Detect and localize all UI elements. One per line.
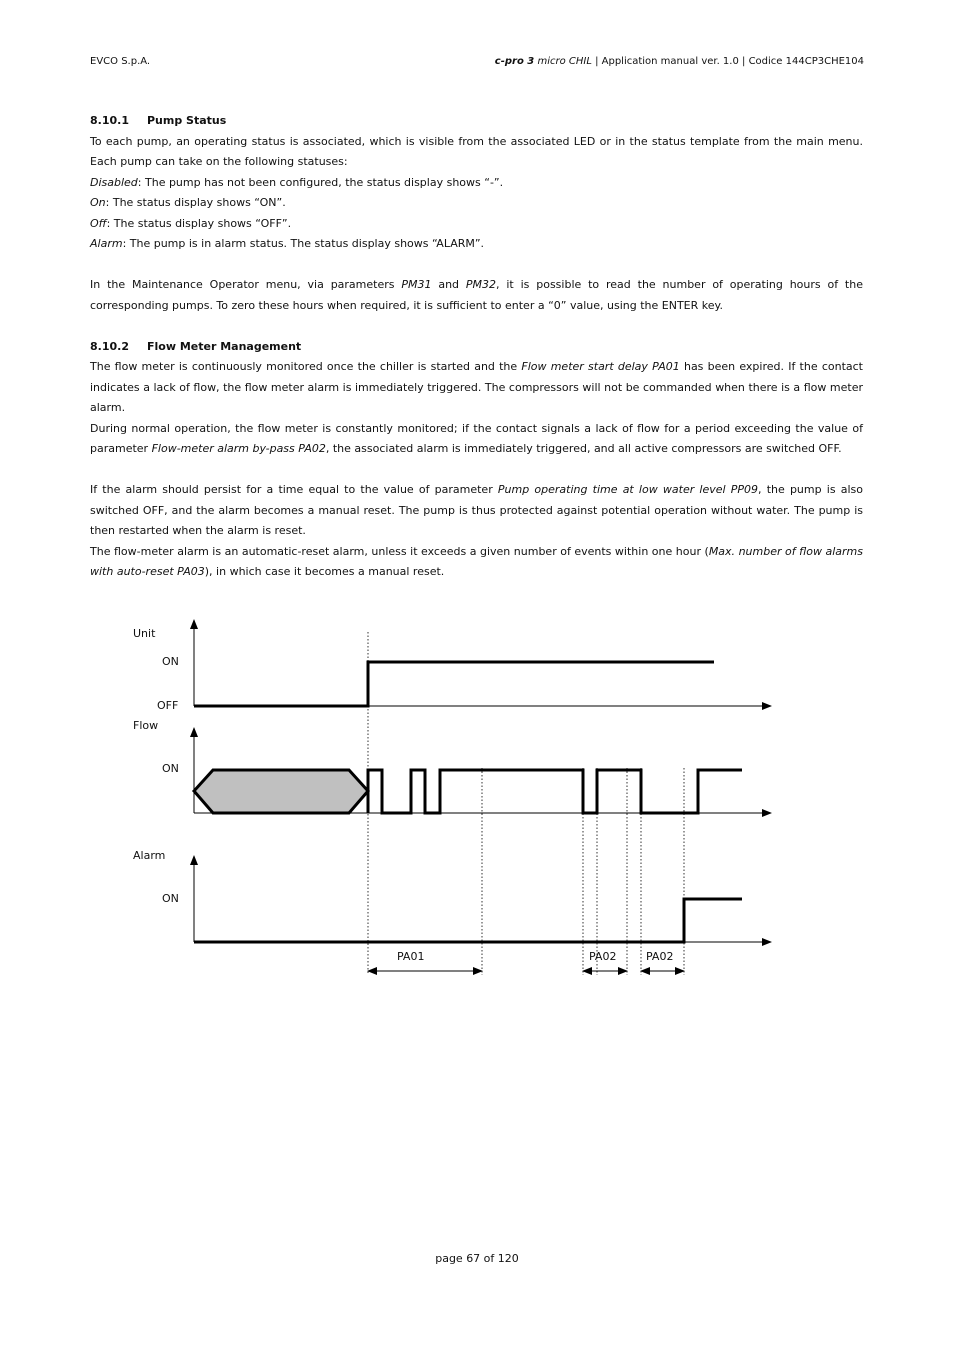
section-heading-flow-meter: 8.10.2 Flow Meter Management bbox=[90, 339, 302, 353]
header-company: EVCO S.p.A. bbox=[90, 56, 151, 67]
section-heading-pump-status: 8.10.1 Pump Status bbox=[90, 114, 227, 127]
flow-signal bbox=[368, 770, 742, 813]
unit-label: Unit bbox=[133, 627, 156, 640]
pump-status-intro: To each pump, an operating status is associated, which is visible from the associated LED or in the status template from the main menu. Each pump can take on the following statuses: bbox=[90, 134, 863, 168]
status-disabled: Disabled: The pump has not been configured, the status display shows “-”. bbox=[90, 175, 504, 189]
pa02-label-2: PA02 bbox=[646, 950, 674, 963]
unit-signal bbox=[194, 662, 714, 706]
page-content bbox=[90, 111, 863, 583]
flow-undefined-region bbox=[194, 770, 368, 813]
status-on: On: The status display shows “ON”. bbox=[90, 196, 286, 209]
flow-paragraph-1: The flow meter is continuously monitored once the chiller is started and the Flow meter start delay PA01 has been expired. If the contact indicates a lack of flow, the flow meter alarm is immediately triggered. The compressors will not be commanded when there is a flow meter alarm. bbox=[90, 360, 863, 414]
flow-paragraph-4: The flow-meter alarm is an automatic-reset alarm, unless it exceeds a given number of events within one hour (Max. number of flow alarms with auto-reset PA03), in which case it becomes a manual reset. bbox=[90, 544, 863, 578]
alarm-label: Alarm bbox=[133, 849, 166, 862]
maintenance-paragraph: In the Maintenance Operator menu, via parameters PM31 and PM32, it is possible to read the number of operating hours of the corresponding pumps. To zero these hours when required, it is sufficient to enter a “0” value, using the ENTER key. bbox=[90, 278, 863, 312]
page-number: page 67 of 120 bbox=[435, 1252, 519, 1265]
alarm-on-label: ON bbox=[162, 892, 179, 905]
header-doc-info bbox=[495, 56, 864, 67]
alarm-axes bbox=[194, 856, 771, 942]
pa01-label: PA01 bbox=[397, 950, 425, 963]
unit-on-label: ON bbox=[162, 655, 179, 668]
flow-paragraph-2: During normal operation, the flow meter is constantly monitored; if the contact signals a lack of flow for a period exceeding the value of parameter Flow-meter alarm by-pass PA02, the associated alarm is immediately triggered, and all active compressors are switched OFF. bbox=[90, 421, 863, 455]
flow-on-label: ON bbox=[162, 762, 179, 775]
alarm-signal bbox=[194, 899, 742, 942]
guide-lines bbox=[368, 632, 684, 975]
status-alarm: Alarm: The pump is in alarm status. The status display shows “ALARM”. bbox=[90, 237, 485, 250]
pa02-label-1: PA02 bbox=[589, 950, 617, 963]
status-off: Off: The status display shows “OFF”. bbox=[90, 216, 292, 230]
flow-paragraph-3: If the alarm should persist for a time equal to the value of parameter Pump operating time at low water level PP09, the pump is also switched OFF, and the alarm becomes a manual reset. The pump is thus protected against potential operation without water. The pump is then restarted when the alarm is reset. bbox=[90, 483, 864, 537]
unit-axes bbox=[194, 620, 771, 706]
flow-label: Flow bbox=[133, 719, 159, 732]
header-manual-info: | Application manual ver. 1.0 | Codice 144CP3CHE104 bbox=[591, 56, 864, 67]
header-product-sub: micro CHIL bbox=[537, 56, 592, 67]
unit-off-label: OFF bbox=[157, 699, 179, 712]
flow-axes bbox=[194, 728, 771, 813]
header-product: c-pro 3 bbox=[494, 56, 535, 67]
